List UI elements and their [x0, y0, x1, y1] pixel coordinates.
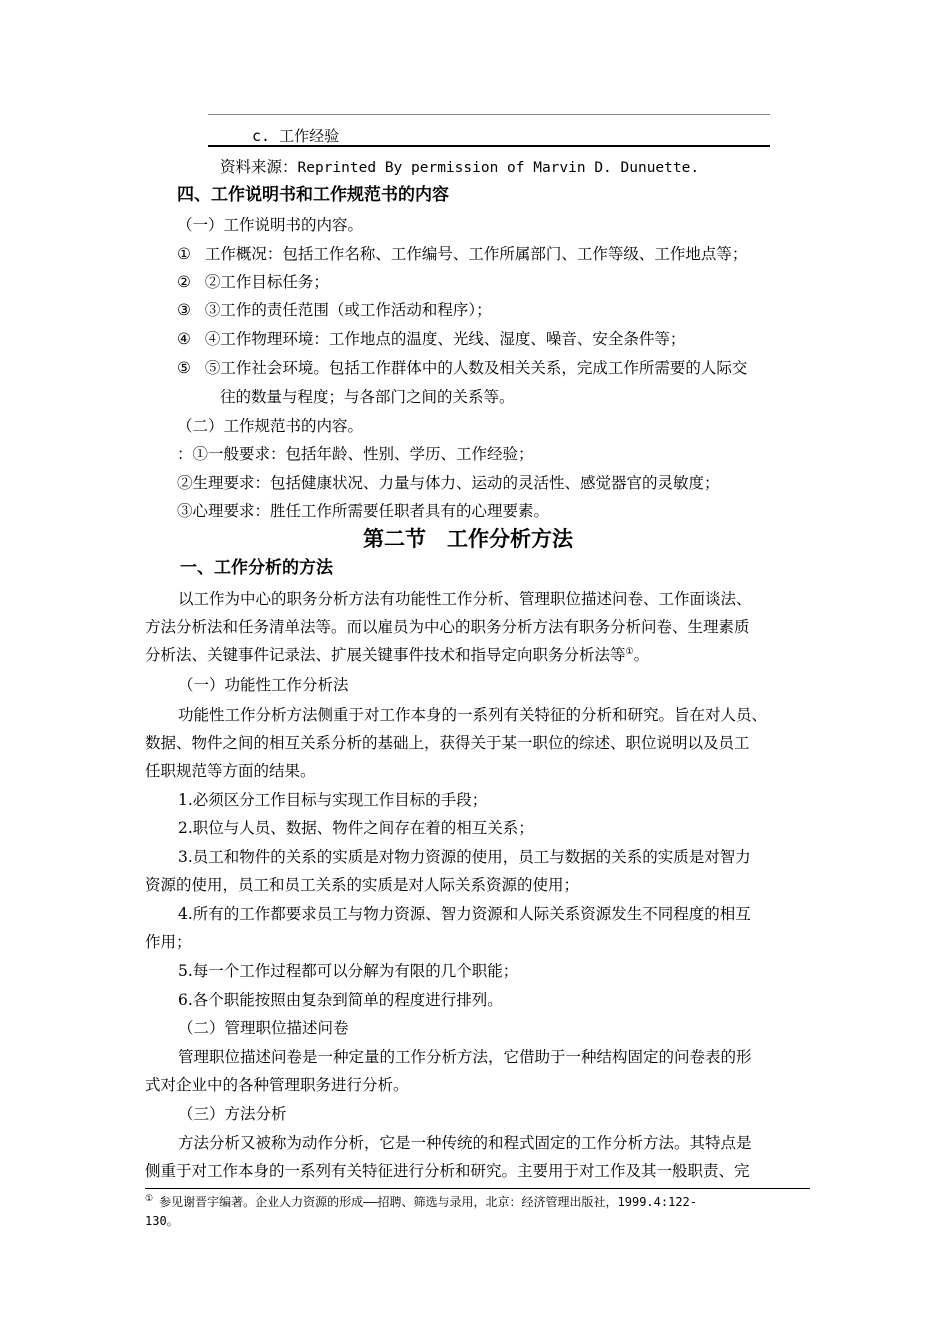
requirement-item: ：①一般要求：包括年龄、性别、学历、工作经验； [177, 445, 534, 463]
source-note [220, 157, 699, 178]
numbered-point: 1.必须区分工作目标与实现工作目标的手段； [178, 791, 488, 809]
paragraph-line: 功能性工作分析方法侧重于对工作本身的一系列有关特征的分析和研究。旨在对人员、 [178, 706, 768, 724]
paragraph-line: 任职规范等方面的结果。 [145, 762, 316, 780]
paragraph-text-end: 。 [633, 646, 650, 664]
section4-heading: 四、工作说明书和工作规范书的内容 [177, 185, 449, 205]
list-text: ④工作物理环境：工作地点的温度、光线、湿度、噪音、安全条件等； [204, 330, 686, 348]
footnote-separator [145, 1188, 810, 1189]
list-marker: ① [177, 245, 191, 263]
footnote [145, 1194, 697, 1210]
paragraph-line [145, 645, 649, 665]
part1-heading: 一、工作分析的方法 [180, 558, 333, 578]
footnote-text: 参见谢晋宇编著。企业人力资源的形成——招聘、筛选与录用，北京：经济管理出版社，1999.4:122- [159, 1195, 698, 1209]
list-marker: ② [177, 273, 191, 291]
table-thin-rule [208, 114, 770, 115]
numbered-point: 5.每一个工作过程都可以分解为有限的几个职能； [178, 962, 519, 980]
list-item-continuation: 往的数量与程度；与各部门之间的关系等。 [220, 388, 515, 406]
numbered-point: 6.各个职能按照由复杂到简单的程度进行排列。 [178, 991, 503, 1009]
list-text: ③工作的责任范围（或工作活动和程序）； [204, 301, 492, 319]
table-row-label: c. 工作经验 [252, 127, 340, 145]
subsection-title: （二）管理职位描述问卷 [178, 1019, 349, 1037]
numbered-point: 3.员工和物件的关系的实质是对物力资源的使用，员工与数据的关系的实质是对智力 [178, 848, 751, 866]
paragraph-line: 方法分析又被称为动作分析，它是一种传统的和程式固定的工作分析方法。其特点是 [178, 1134, 752, 1152]
requirement-item: ③心理要求：胜任工作所需要任职者具有的心理要素。 [177, 502, 550, 520]
list-item [177, 272, 329, 292]
paragraph-line: 管理职位描述问卷是一种定量的工作分析方法，它借助于一种结构固定的问卷表的形 [178, 1048, 752, 1066]
numbered-point-cont: 作用； [145, 933, 192, 951]
paragraph-line: 以工作为中心的职务分析方法有功能性工作分析、管理职位描述问卷、工作面谈法、 [178, 590, 752, 608]
paragraph-text: 分析法、关键事件记录法、扩展关键事件技术和指导定向职务分析法等 [145, 646, 626, 664]
list-marker: ④ [177, 330, 191, 348]
list-item [177, 358, 747, 378]
source-note-text: Reprinted By permission of Marvin D. Dunuette. [297, 160, 700, 176]
list-text: ②工作目标任务； [204, 273, 329, 291]
footnote-mark: ① [145, 1194, 154, 1204]
paragraph-line: 式对企业中的各种管理职务进行分析。 [145, 1076, 409, 1094]
list-marker: ⑤ [177, 359, 191, 377]
paragraph-line: 数据、物件之间的相互关系分析的基础上，获得关于某一职位的综述、职位说明以及员工 [145, 734, 750, 752]
subsection-title: （一）功能性工作分析法 [178, 676, 349, 694]
table-bottom-rule [208, 145, 770, 147]
paragraph-line: 侧重于对工作本身的一系列有关特征进行分析和研究。主要用于对工作及其一般职责、完 [145, 1162, 750, 1180]
section4-sub1: （一）工作说明书的内容。 [177, 216, 364, 234]
numbered-point: 4.所有的工作都要求员工与物力资源、智力资源和人际关系资源发生不同程度的相互 [178, 905, 751, 923]
footnote-continuation: 130。 [145, 1214, 179, 1228]
source-note-prefix: 资料来源： [220, 158, 298, 176]
section4-sub2: （二）工作规范书的内容。 [177, 417, 364, 435]
list-item [177, 300, 492, 320]
numbered-point: 2.职位与人员、数据、物件之间存在着的相互关系； [178, 819, 534, 837]
list-text: 工作概况：包括工作名称、工作编号、工作所属部门、工作等级、工作地点等； [204, 245, 748, 263]
numbered-point-cont: 资源的使用，员工和员工关系的实质是对人际关系资源的使用； [145, 876, 580, 894]
subsection-title: （三）方法分析 [178, 1105, 287, 1123]
list-marker: ③ [177, 301, 191, 319]
paragraph-line: 方法分析法和任务清单法等。而以雇员为中心的职务分析方法有职务分析问卷、生理素质 [145, 618, 750, 636]
list-item [177, 244, 747, 264]
list-item [177, 329, 685, 349]
list-text: ⑤工作社会环境。包括工作群体中的人数及相关关系，完成工作所需要的人际交 [204, 359, 748, 377]
requirement-item: ②生理要求：包括健康状况、力量与体力、运动的灵活性、感觉器官的灵敏度； [177, 474, 720, 492]
section-title: 第二节 工作分析方法 [363, 527, 573, 551]
footnote-reference[interactable]: ① [625, 646, 634, 657]
